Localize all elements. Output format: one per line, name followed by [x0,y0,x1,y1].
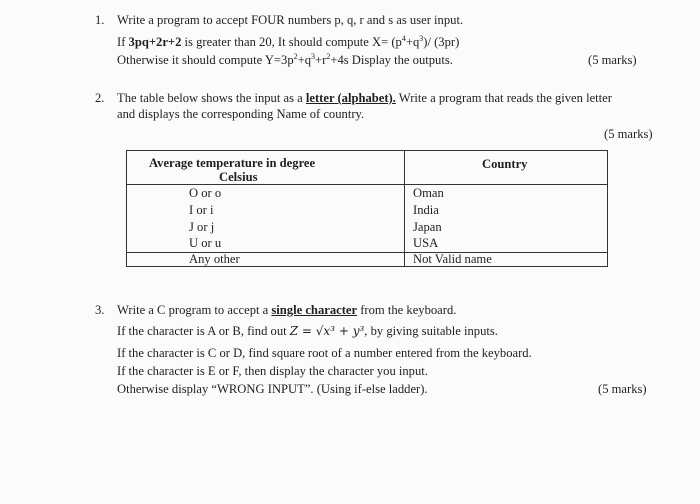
q1-line3-exp2: 3 [311,52,316,61]
q2-marks: (5 marks) [604,127,653,141]
q3-line1-pre: Write a C program to accept a [117,303,272,317]
q3-line5: Otherwise display “WRONG INPUT”. (Using if-else ladder). [117,382,428,396]
table-cell-country: USA [413,236,439,250]
table-column-divider [404,151,405,266]
q3-marks: (5 marks) [598,382,647,396]
table-cell-input: J or j [189,220,215,234]
q2-line1-pre: The table below shows the input as a [117,91,306,105]
table-cell-input: I or i [189,203,214,217]
table-cell-country: Not Valid name [413,252,492,266]
q3-line3: If the character is C or D, find square root of a number entered from the keyboard. [117,346,532,360]
q1-line2-mid2: +q [405,35,420,49]
q1-line3-d: +4s Display the outputs. [330,53,453,67]
q1-condition: 3pq+2r+2 [128,35,182,49]
q3-line4: If the character is E or F, then display the character you input. [117,364,428,378]
q3-line1 [117,303,456,318]
q1-line3-c: +r [315,53,327,67]
q1-line2-end: )/ (3pr) [423,35,460,49]
table-cell-input: O or o [189,186,222,200]
table-header-temperature-line1: Average temperature in degree [149,156,316,170]
table-cell-country: Oman [413,186,444,200]
q2-letter-highlight: letter (alphabet). [305,91,396,105]
q2-line2: and displays the corresponding Name of country. [117,107,365,121]
q1-line2-pre: If [117,35,129,49]
table-cell-input: U or u [189,236,222,250]
q1-line3-exp1: 2 [293,52,298,61]
q1-marks: (5 marks) [588,53,637,67]
q1-line3-exp3: 2 [326,52,331,61]
q3-line1-post: from the keyboard. [357,303,457,317]
table-header-country: Country [482,157,528,171]
q1-line3-b: +q [297,53,312,67]
q3-number: 3. [95,303,105,317]
q1-number: 1. [95,13,105,27]
q2-line1-post: Write a program that reads the given letter [395,91,612,105]
table-cell-country: India [413,203,439,217]
q3-line2-post: , by giving suitable inputs. [364,324,498,338]
q1-line2-mid: is greater than 20, It should compute X= (p [181,35,402,49]
q1-line3-a: Otherwise it should compute Y=3p [117,53,294,67]
q3-single-character-highlight: single character [271,303,358,317]
table-header-temperature-line2: Celsius [219,170,258,184]
q1-exp2: 3 [419,34,424,43]
table-cell-country: Japan [413,220,442,234]
q2-number: 2. [95,91,105,105]
q1-exp1: 4 [401,34,406,43]
q1-line2 [117,35,459,50]
table-header-divider [127,184,607,185]
table-cell-input: Any other [189,252,240,266]
q3-line2 [117,324,498,339]
q3-line2-pre: If the character is A or B, find out [117,324,290,338]
country-table [126,150,608,267]
q1-line3 [117,53,453,68]
q2-line1 [117,91,612,106]
q1-line1: Write a program to accept FOUR numbers p, q, r and s as user input. [117,13,464,27]
q3-formula: Z = √x³ + y³ [289,324,365,338]
